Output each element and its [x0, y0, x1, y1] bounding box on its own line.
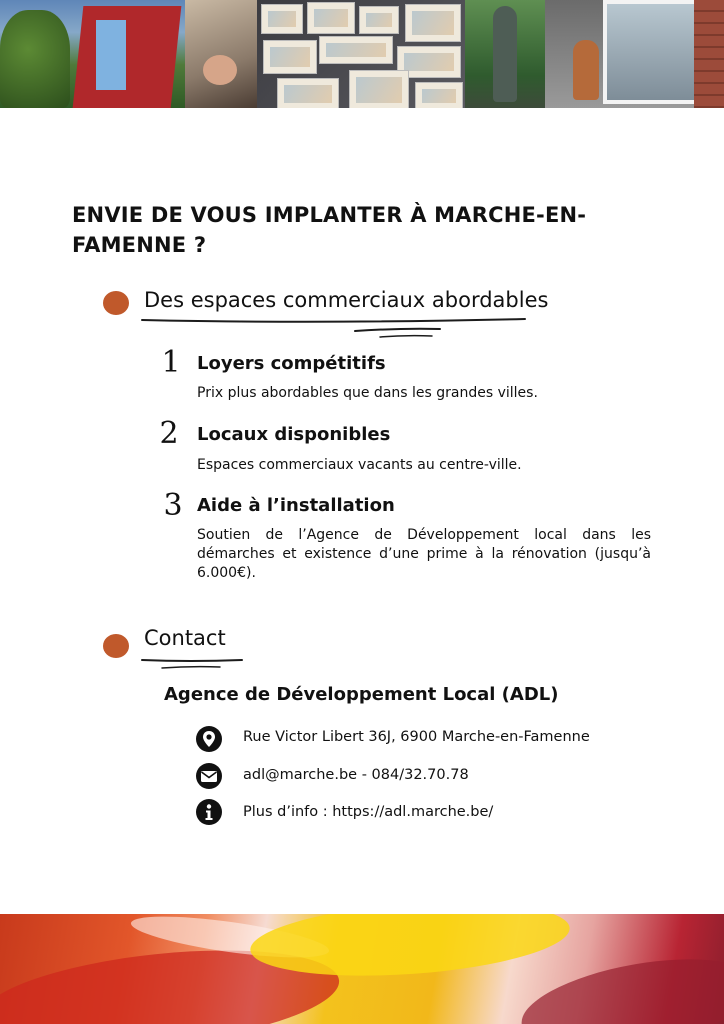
address-text: Rue Victor Libert 36J, 6900 Marche-en-Famenne — [243, 729, 590, 745]
sketch-card — [261, 4, 303, 34]
red-door-shape — [73, 6, 182, 108]
sketch-card — [319, 36, 393, 64]
section-underline — [140, 316, 530, 340]
person-shape — [573, 40, 599, 100]
sketch-card — [359, 6, 399, 34]
email-phone-text[interactable]: adl@marche.be - 084/32.70.78 — [243, 767, 469, 783]
item-number: 1 — [161, 345, 181, 380]
paint-stroke — [515, 944, 724, 1024]
sketches-photo — [257, 0, 465, 108]
paint-strokes-banner — [0, 914, 724, 1024]
sketch-card — [307, 2, 355, 34]
sketch-card — [349, 70, 409, 108]
section-bullet-dot — [103, 291, 129, 315]
window-frame-shape — [603, 0, 699, 104]
contact-title: Contact — [144, 626, 226, 650]
item-number: 3 — [163, 488, 183, 523]
item-number: 2 — [159, 416, 179, 451]
contact-underline — [140, 656, 250, 672]
item-description: Soutien de l’Agence de Développement local dans les démarches et existence d’une prime à la rénovation (jusqu’à 6.000€). — [197, 527, 651, 581]
sketch-card — [405, 4, 461, 42]
organization-name: Agence de Développement Local (ADL) — [164, 684, 559, 705]
page-title: ENVIE DE VOUS IMPLANTER À MARCHE-EN-FAMENNE ? — [72, 203, 587, 257]
section-bullet-dot — [103, 634, 129, 658]
item-description: Espaces commerciaux vacants au centre-ville. — [197, 457, 522, 473]
photo-banner — [0, 0, 724, 108]
mail-phone-icon — [196, 763, 222, 789]
item-title: Locaux disponibles — [197, 424, 391, 445]
website-text[interactable]: Plus d’info : https://adl.marche.be/ — [243, 804, 494, 820]
drawing-hand-photo — [185, 0, 257, 108]
window-shape — [96, 20, 126, 90]
statue-photo — [465, 0, 545, 108]
section-title: Des espaces commerciaux abordables — [144, 288, 549, 312]
hand-shape — [203, 55, 237, 85]
info-icon — [196, 799, 222, 825]
sketch-card — [263, 40, 317, 74]
statue-shape — [493, 6, 517, 102]
brick-wall-shape — [694, 0, 724, 108]
item-title: Loyers compétitifs — [197, 353, 386, 374]
item-title: Aide à l’installation — [197, 495, 395, 516]
sketch-card — [277, 78, 339, 108]
sketch-card — [415, 82, 463, 108]
item-description: Prix plus abordables que dans les grandes villes. — [197, 385, 538, 401]
tree-shape — [0, 10, 70, 108]
mural-door-photo — [0, 0, 185, 108]
location-pin-icon — [196, 726, 222, 752]
shop-window-photo — [545, 0, 724, 108]
